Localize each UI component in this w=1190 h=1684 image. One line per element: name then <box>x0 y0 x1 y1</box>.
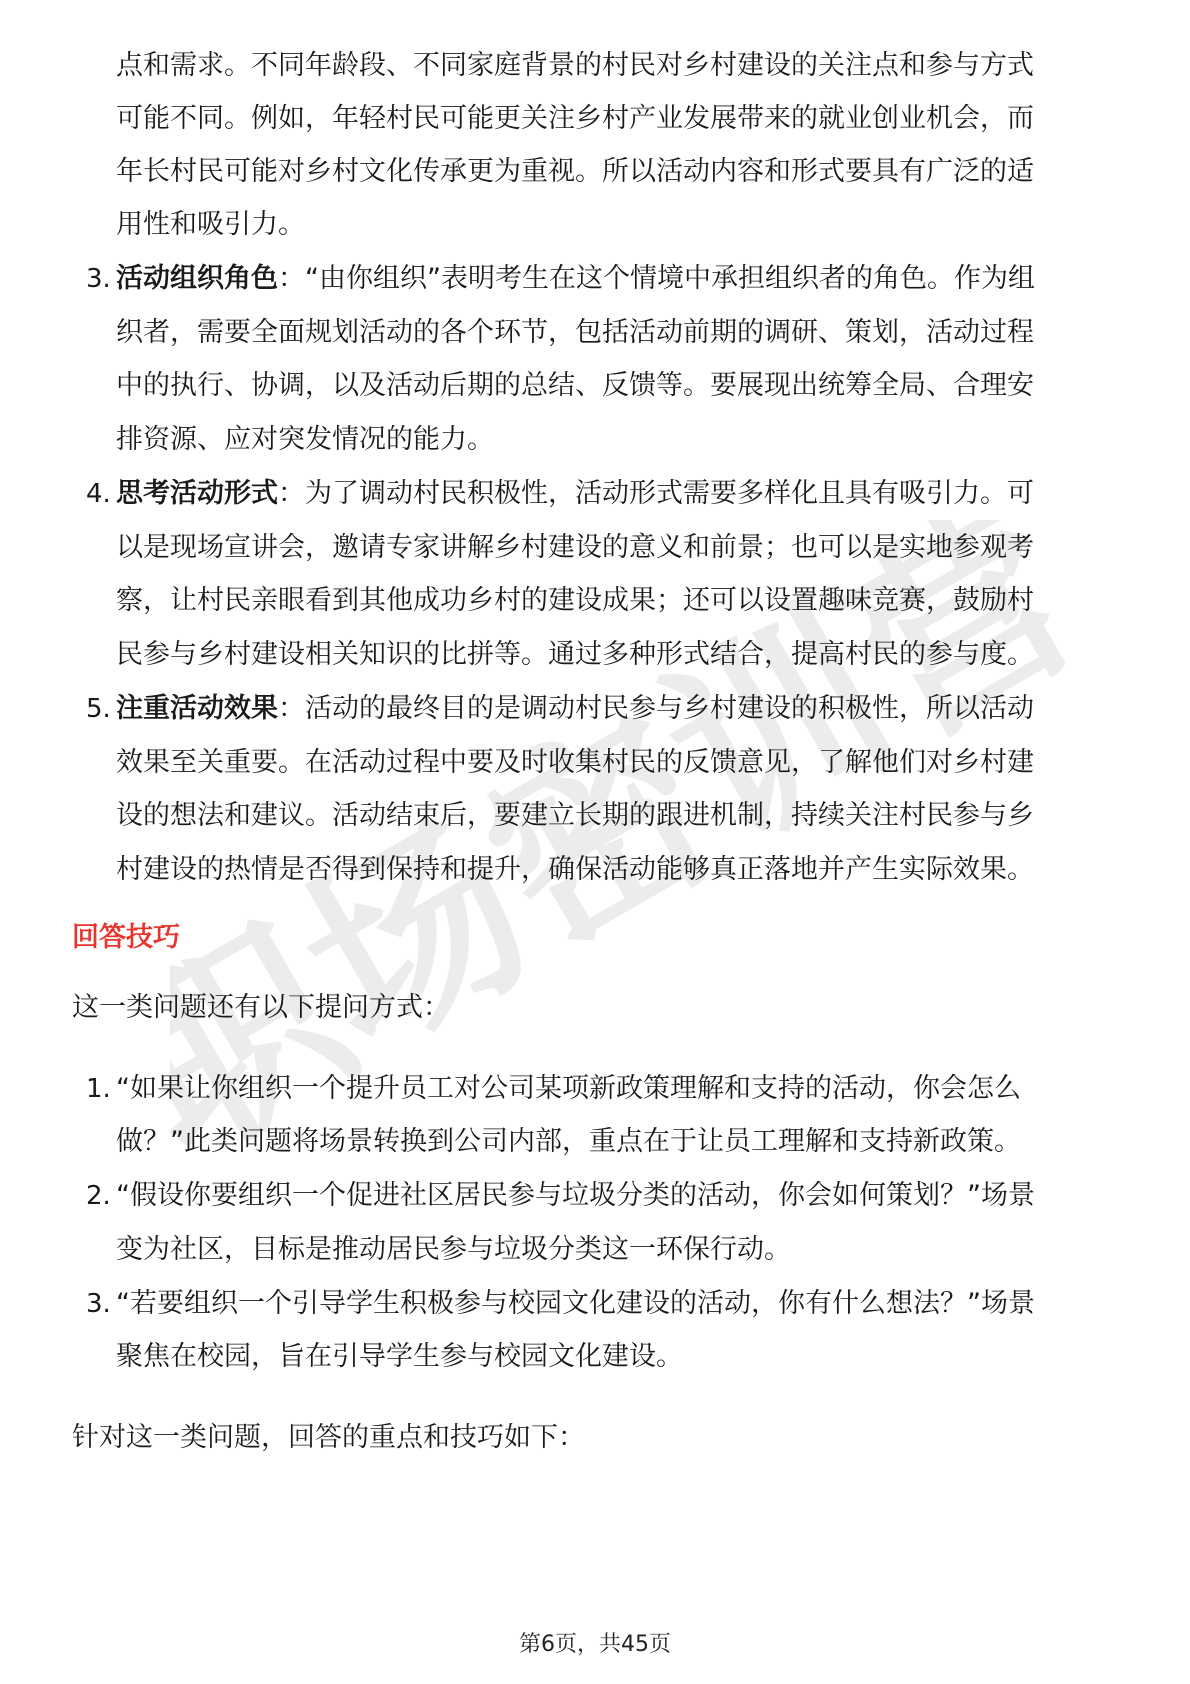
question-line: 变为社区，目标是推动居民参与垃圾分类这一环保行动。 <box>116 1234 791 1265</box>
point-text: ：为了调动村民积极性，活动形式需要多样化且具有吸引力。可 <box>278 478 1034 509</box>
list-item-first-line <box>116 689 1034 729</box>
para-line: 点和需求。不同年龄段、不同家庭背景的村民对乡村建设的关注点和参与方式 <box>116 50 1034 81</box>
para-line: 可能不同。例如，年轻村民可能更关注乡村产业发展带来的就业创业机会，而 <box>116 103 1034 134</box>
question-line: “假设你要组织一个促进社区居民参与垃圾分类的活动，你会如何策划？”场景 <box>116 1180 1035 1211</box>
question-line: “如果让你组织一个提升员工对公司某项新政策理解和支持的活动，你会怎么 <box>116 1073 1021 1104</box>
intro-text: 这一类问题还有以下提问方式： <box>72 992 450 1023</box>
list-number: 3. <box>86 1289 111 1319</box>
para-line: 中的执行、协调，以及活动后期的总结、反馈等。要展现出统筹全局、合理安 <box>116 370 1034 401</box>
para-line: 以是现场宣讲会，邀请专家讲解乡村建设的意义和前景；也可以是实地参观考 <box>116 532 1034 563</box>
question-line: 聚焦在校园，旨在引导学生参与校园文化建设。 <box>116 1341 683 1372</box>
para-line: 排资源、应对突发情况的能力。 <box>116 424 494 455</box>
para-line: 效果至关重要。在活动过程中要及时收集村民的反馈意见，了解他们对乡村建 <box>116 747 1034 778</box>
list-number: 2. <box>86 1181 111 1211</box>
para-line: 用性和吸引力。 <box>116 209 305 240</box>
point-title: 注重活动效果 <box>116 693 278 724</box>
para-line: 村建设的热情是否得到保持和提升，确保活动能够真正落地并产生实际效果。 <box>116 854 1034 885</box>
para-line: 民参与乡村建设相关知识的比拼等。通过多种形式结合，提高村民的参与度。 <box>116 639 1034 670</box>
point-text: ：活动的最终目的是调动村民参与乡村建设的积极性，所以活动 <box>278 693 1034 724</box>
list-number: 3. <box>86 264 111 294</box>
question-line: 做？”此类问题将场景转换到公司内部，重点在于让员工理解和支持新政策。 <box>116 1126 1021 1157</box>
para-line: 织者，需要全面规划活动的各个环节，包括活动前期的调研、策划，活动过程 <box>116 317 1034 348</box>
para-line: 年长村民可能对乡村文化传承更为重视。所以活动内容和形式要具有广泛的适 <box>116 156 1034 187</box>
closing-text: 针对这一类问题，回答的重点和技巧如下： <box>72 1422 585 1453</box>
list-item-first-line <box>116 474 1034 514</box>
para-line: 察，让村民亲眼看到其他成功乡村的建设成果；还可以设置趣味竞赛，鼓励村 <box>116 585 1034 616</box>
list-item-first-line <box>116 259 1035 299</box>
question-line: “若要组织一个引导学生积极参与校园文化建设的活动，你有什么想法？”场景 <box>116 1288 1035 1319</box>
page-footer: 第6页，共45页 <box>519 1632 671 1657</box>
para-line: 设的想法和建议。活动结束后，要建立长期的跟进机制，持续关注村民参与乡 <box>116 800 1034 831</box>
section-heading: 回答技巧 <box>72 922 180 953</box>
watermark-text: 职场密训营 <box>170 520 1070 1202</box>
list-number: 4. <box>86 479 111 509</box>
point-text: ：“由你组织”表明考生在这个情境中承担组织者的角色。作为组 <box>278 263 1035 294</box>
point-title: 思考活动形式 <box>116 478 278 509</box>
list-number: 5. <box>86 694 111 724</box>
list-number: 1. <box>86 1074 111 1104</box>
point-title: 活动组织角色 <box>116 263 278 294</box>
